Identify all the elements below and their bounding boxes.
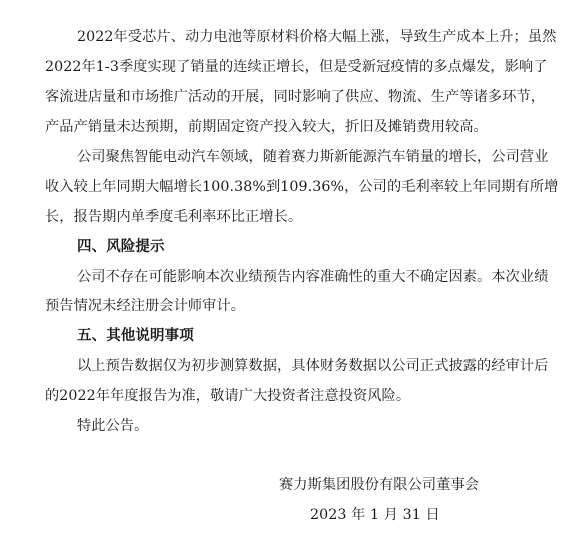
paragraph-2-line-1: 公司聚焦智能电动汽车领域，随着赛力斯新能源汽车销量的增长，公司营业 [77, 149, 549, 165]
paragraph-2-line-2: 收入较上年同期大幅增长100.38%到109.36%，公司的毛利率较上年同期有所增 [45, 179, 559, 195]
paragraph-3-line-2: 预告情况未经注册会计师审计。 [45, 298, 246, 314]
paragraph-1-line-3: 客流进店量和市场推广活动的开展，同时影响了供应、物流、生产等诸多环节， [45, 89, 546, 105]
section-heading-other: 五、其他说明事项 [77, 328, 194, 344]
paragraph-4-line-1: 以上预告数据仅为初步测算数据，具体财务数据以公司正式披露的经审计后 [77, 358, 549, 374]
paragraph-2-line-3: 长，报告期内单季度毛利率环比正增长。 [45, 209, 303, 225]
signature-organization: 赛力斯集团股份有限公司董事会 [279, 477, 480, 493]
paragraph-1-line-2: 2022年1-3季度实现了销量的连续正增长，但是受新冠疫情的多点爆发，影响了 [45, 59, 548, 75]
closing-text: 特此公告。 [77, 418, 149, 434]
signature-date: 2023 年 1 月 31 日 [310, 507, 440, 523]
paragraph-4-line-2: 的2022年年度报告为准，敬请广大投资者注意投资风险。 [45, 388, 411, 404]
paragraph-1-line-4: 产品产销量未达预期，前期固定资产投入较大，折旧及摊销费用较高。 [45, 119, 488, 135]
section-heading-risk: 四、风险提示 [77, 239, 165, 255]
paragraph-3-line-1: 公司不存在可能影响本次业绩预告内容准确性的重大不确定因素。本次业绩 [77, 269, 549, 285]
paragraph-1-line-1: 2022年受芯片、动力电池等原材料价格大幅上涨，导致生产成本上升；虽然 [77, 29, 557, 45]
